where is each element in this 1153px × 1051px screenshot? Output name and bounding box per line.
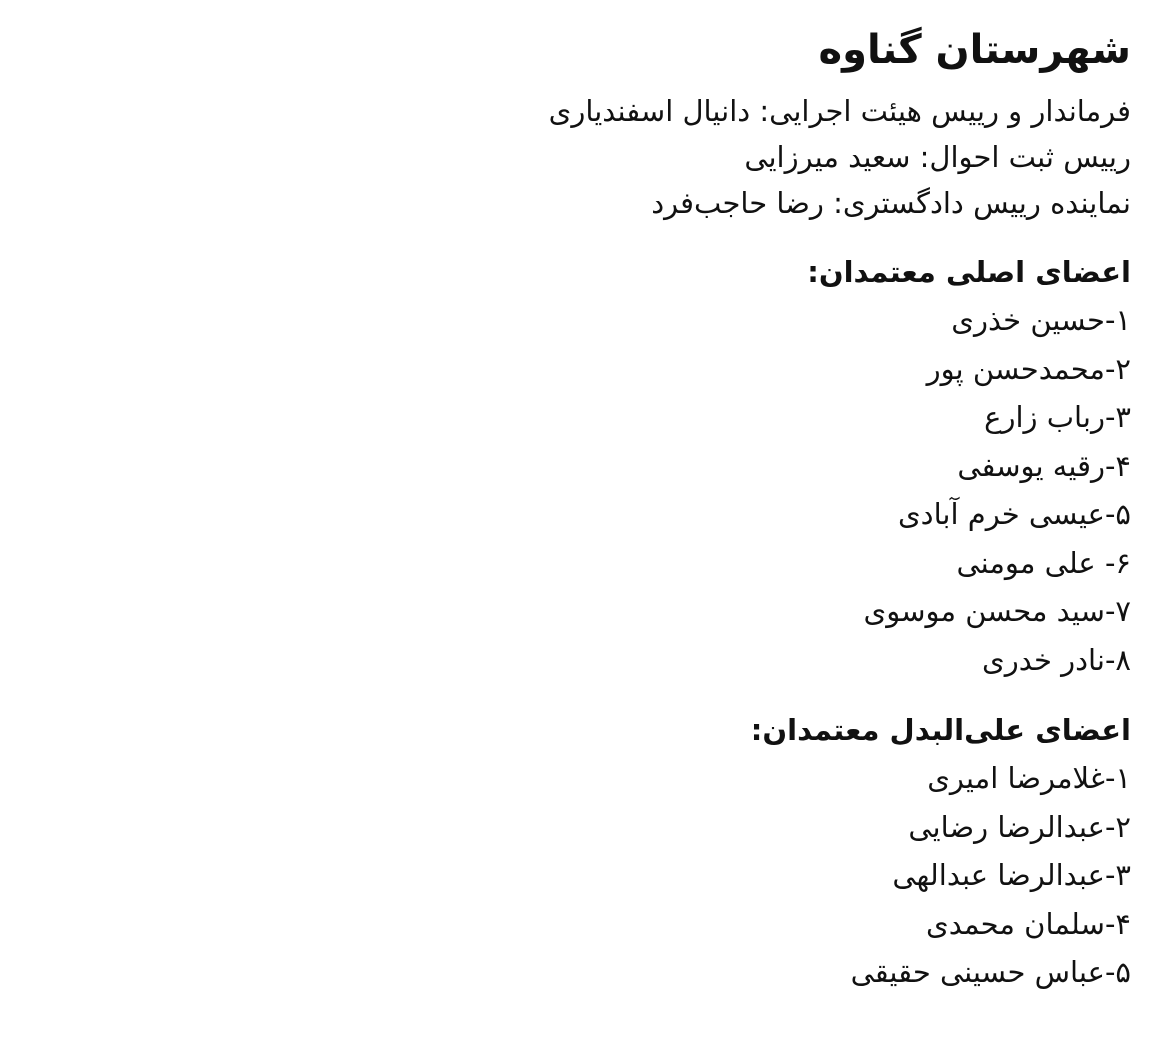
list-item: ۲-محمدحسن پور [926,351,1131,386]
official-governor: فرماندار و رییس هیئت اجرایی: دانیال اسفندیاری [548,94,1131,128]
main-members-list [22,296,1131,684]
list-item: ۱-حسین خذری [951,303,1131,337]
list-item: ۳-عبدالرضا عبدالهی [892,858,1131,892]
alternate-members-list [22,754,1131,997]
list-item: ۷-سید محسن موسوی [863,594,1131,628]
list-item: ۴-رقیه یوسفی [957,448,1131,483]
official-civil-registry-head: رییس ثبت احوال: سعید میرزایی [744,140,1131,174]
list-item: ۱-غلامرضا امیری [927,761,1131,795]
list-item: ۲-عبدالرضا رضایی [908,809,1131,844]
page-title: شهرستان گناوه [818,27,1131,73]
main-members-heading: اعضای اصلی معتمدان: [807,255,1131,289]
list-item: ۵-عیسی خرم آبادی [897,497,1131,531]
list-item: ۶- علی مومنی [956,545,1131,580]
officials-block [22,88,1131,226]
alternate-members-heading: اعضای علی‌البدل معتمدان: [750,713,1131,747]
list-item: ۴-سلمان محمدی [926,906,1131,941]
list-item: ۵-عباس حسینی حقیقی [850,955,1131,989]
list-item: ۸-نادر خدری [982,642,1131,677]
official-judiciary-representative: نماینده رییس دادگستری: رضا حاجب‌فرد [651,186,1131,220]
list-item: ۳-رباب زارع [984,400,1131,434]
